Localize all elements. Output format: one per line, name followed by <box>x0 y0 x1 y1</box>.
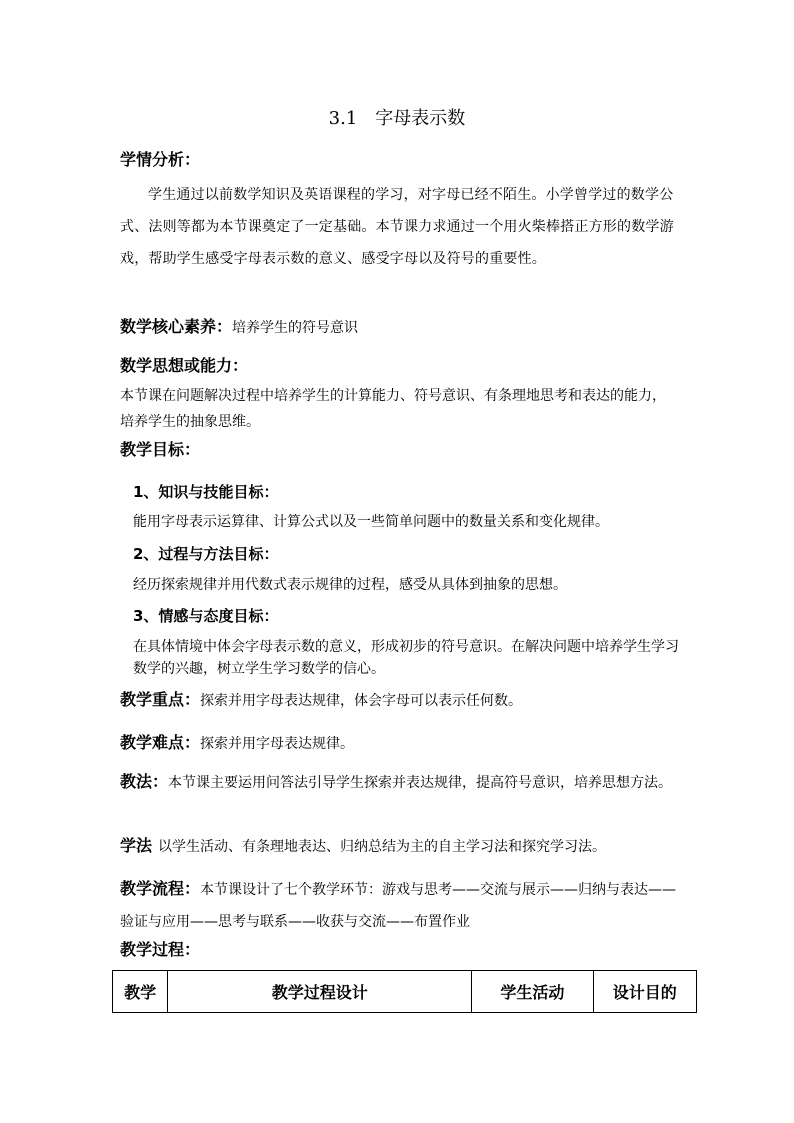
thinking-heading: 数学思想或能力： <box>120 356 249 375</box>
learning-method-text: 以学生活动、有条理地表达、归纳总结为主的自主学习法和探究学习法。 <box>158 839 607 855</box>
teaching-method-section <box>120 766 680 799</box>
difficulty-text: 探索并用字母表达规律。 <box>200 736 355 752</box>
column-header-purpose: 设计目的 <box>593 971 696 1013</box>
table-header-row <box>113 971 697 1013</box>
difficulty-heading: 教学难点： <box>120 733 201 752</box>
teaching-method-heading: 教法： <box>120 772 169 791</box>
key-point-heading: 教学重点： <box>120 690 201 709</box>
literacy-text: 培养学生的符号意识 <box>232 320 359 336</box>
literacy-section <box>120 315 358 340</box>
flow-section <box>120 873 680 938</box>
analysis-text: 学生通过以前数学知识及英语课程的学习，对字母已经不陌生。小学曾学过的数学公式、法则等都为本节课奠定了一定基础。本节课力求通过一个用火柴棒搭正方形的数学游戏，帮助学生感受字母表示数的意义、感受字母以及符号的重要性。 <box>120 187 674 267</box>
column-header-stage: 教学 <box>113 971 168 1013</box>
objective-3-text: 在具体情境中体会字母表示数的意义，形成初步的符号意识。在解决问题中培养学生学习数学的兴趣，树立学生学习数学的信心。 <box>133 639 679 677</box>
flow-heading: 教学流程： <box>120 879 201 898</box>
flow-text: 本节课设计了七个教学环节：游戏与思考——交流与展示——归纳与表达——验证与应用——思考与联系——收获与交流——布置作业 <box>120 882 677 930</box>
key-point-section <box>120 688 522 713</box>
objective-3-title: 3、情感与态度目标： <box>133 607 279 625</box>
page-title: 3.1 字母表示数 <box>328 108 466 129</box>
thinking-text: 本节课在问题解决过程中培养学生的计算能力、符号意识、有条理地思考和表达的能力，培养学生的抽象思维。 <box>120 388 666 430</box>
process-table <box>112 970 697 1013</box>
objective-1-title: 1、知识与技能目标： <box>133 483 279 501</box>
process-heading: 教学过程： <box>120 940 201 959</box>
learning-method-heading: 学法 <box>120 836 153 855</box>
objective-2-title: 2、过程与方法目标： <box>133 545 279 563</box>
key-point-text: 探索并用字母表达规律，体会字母可以表示任何数。 <box>200 693 523 709</box>
literacy-heading: 数学核心素养： <box>120 317 233 336</box>
analysis-heading: 学情分析： <box>120 150 201 169</box>
learning-method-section <box>120 830 680 863</box>
objectives-heading: 教学目标： <box>120 440 201 459</box>
objective-1-text: 能用字母表示运算律、计算公式以及一些简单问题中的数量关系和变化规律。 <box>133 514 609 530</box>
column-header-design: 教学过程设计 <box>168 971 472 1013</box>
difficulty-section <box>120 731 354 756</box>
teaching-method-text: 本节课主要运用问答法引导学生探索并表达规律，提高符号意识，培养思想方法。 <box>168 775 673 791</box>
objective-2-text: 经历探索规律并用代数式表示规律的过程，感受从具体到抽象的思想。 <box>133 577 567 593</box>
column-header-activity: 学生活动 <box>472 971 593 1013</box>
